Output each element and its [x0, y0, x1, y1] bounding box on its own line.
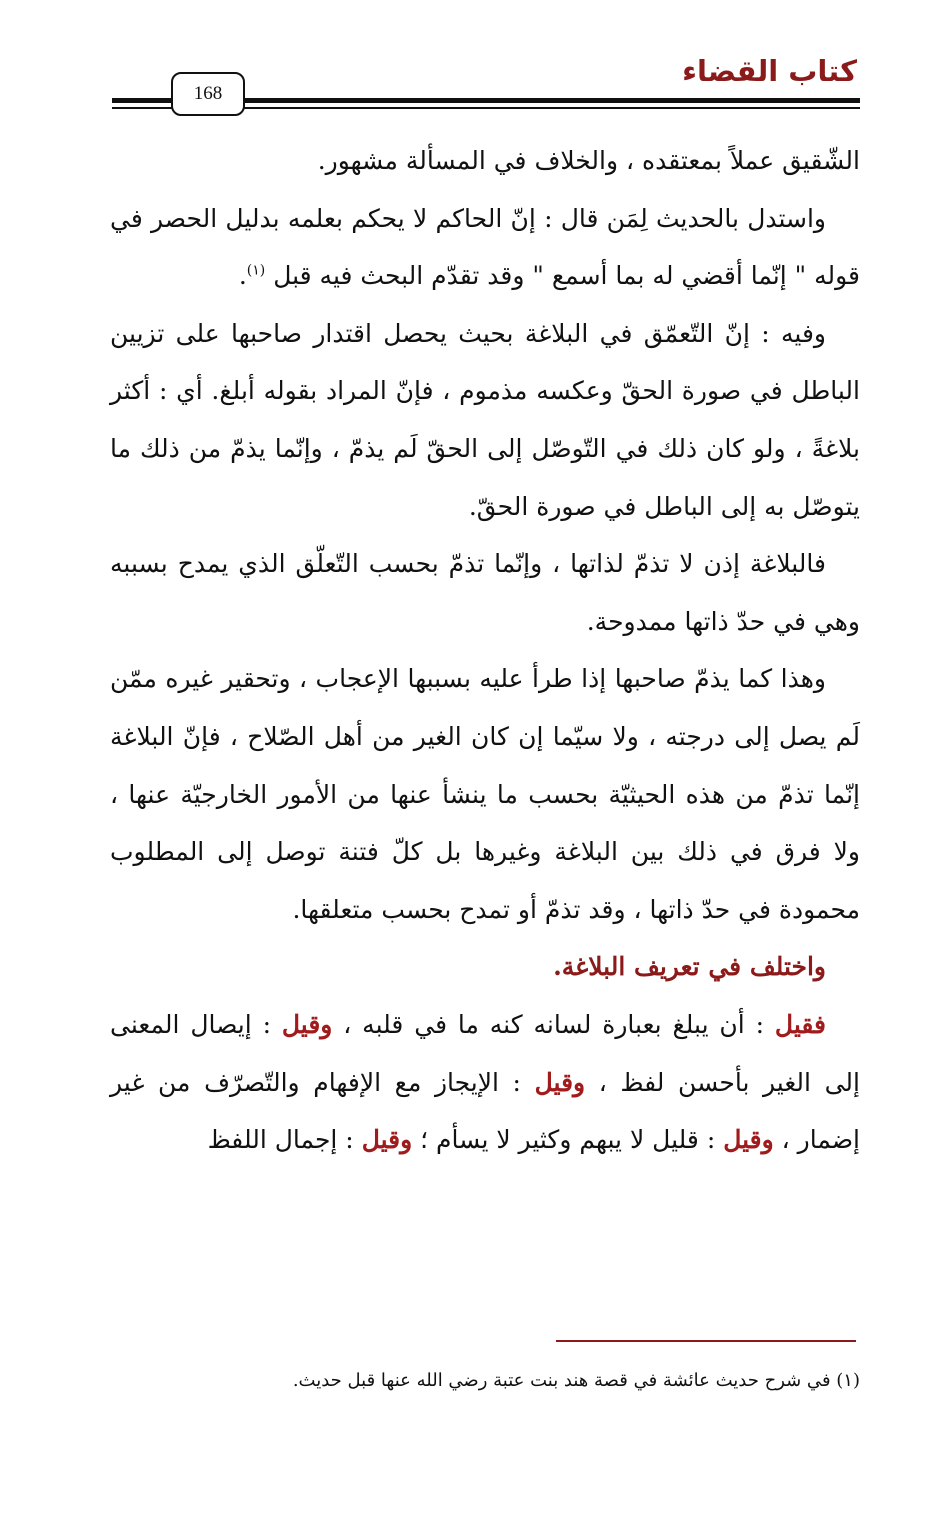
keyword-waqila: وقيل	[361, 1125, 413, 1155]
paragraph-3: وفيه : إنّ التّعمّق في البلاغة بحيث يحصل اقتدار صاحبها على تزيين الباطل في صورة الحقّ وعكسه مذموم ، فإنّ المراد بقوله أبلغ. أي : أكثر بلاغةً ، ولو كان ذلك في التّوصّل إلى الحقّ لَم يذمّ ، وإنّما يذمّ من ذلك ما يتوصّل به إلى الباطل في صورة الحقّ.	[110, 318, 860, 521]
paragraph-1: الشّقيق عملاً بمعتقده ، والخلاف في المسألة مشهور.	[317, 146, 860, 175]
footnote-reference[interactable]: (١)	[246, 262, 266, 279]
footnote: (١) في شرح حديث عائشة في قصة هند بنت عتبة رضي الله عنها قبل حديث.	[292, 1370, 860, 1391]
paragraph-5: وهذا كما يذمّ صاحبها إذا طرأ عليه بسببها الإعجاب ، وتحقير غيره ممّن لَم يصل إلى درجته ، ولا سيّما إن كان الغير من أهل الصّلاح ، فإنّ البلاغة إنّما تذمّ من هذه الحيثيّة بحسب ما ينشأ عنها من الأمور الخارجيّة عنها ، ولا فرق في ذلك بين البلاغة وغيرها بل كلّ فتنة توصل إلى المطلوب محمودة في حدّ ذاتها ، وقد تذمّ أو تمدح بحسب متعلقها.	[110, 664, 860, 924]
footnote-separator	[556, 1340, 856, 1342]
definition-5: : إجمال اللفظ	[207, 1125, 362, 1155]
page-header	[0, 0, 945, 125]
paragraph-4: فالبلاغة إذن لا تذمّ لذاتها ، وإنّما تذمّ بحسب التّعلّق الذي يمدح بسببه وهي في حدّ ذاتها ممدوحة.	[110, 549, 860, 636]
section-heading: واختلف في تعريف البلاغة.	[553, 952, 826, 982]
book-title: كتاب القضاء	[682, 54, 857, 88]
definition-2: : إيصال المعنى إلى الغير بأحسن لفظ ،	[110, 1009, 860, 1097]
keyword-waqila: وقيل	[723, 1125, 774, 1155]
keyword-faqila: فقيل	[774, 1009, 826, 1039]
paragraph-2-text: واستدل بالحديث لِمَن قال : إنّ الحاكم لا يحكم بعلمه بدليل الحصر في قوله " إنّما أقضي له بما أسمع " وقد تقدّم البحث فيه قبل	[110, 203, 860, 291]
page-number: 168	[171, 72, 245, 116]
paragraph-2-end: .	[238, 261, 247, 291]
paragraph-definitions	[110, 996, 860, 1169]
definition-1: : أن يبلغ بعبارة لسانه كنه ما في قلبه ،	[332, 1009, 775, 1039]
keyword-waqila: وقيل	[281, 1009, 333, 1039]
keyword-waqila: وقيل	[534, 1067, 586, 1097]
paragraph-2	[110, 190, 860, 305]
definition-3: : الإيجاز مع الإفهام والتّصرّف من غير إضمار ،	[110, 1067, 860, 1155]
page-body	[110, 132, 860, 1169]
definition-4: : قليل لا يبهم وكثير لا يسأم ؛	[412, 1125, 724, 1155]
